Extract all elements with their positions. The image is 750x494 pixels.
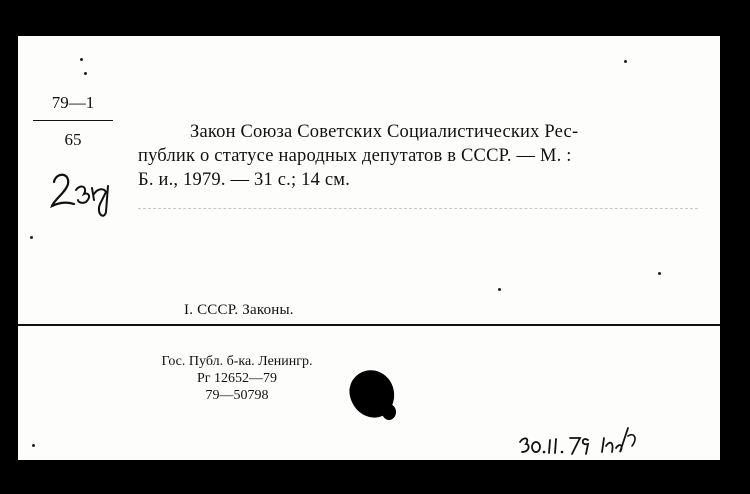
stamp-line-1: Гос. Публ. б-ка. Ленингр. (161, 354, 313, 369)
scan-speck (498, 288, 501, 291)
stamp-line-3: 79—50798 (205, 388, 269, 403)
subject-heading: I. СССР. Законы. (184, 302, 294, 318)
faint-dotted-rule (138, 208, 698, 209)
entry-line-3: Б. и., 1979. — 31 с.; 14 см. (138, 170, 351, 190)
card-divider-line (18, 324, 720, 326)
entry-line-1: Закон Союза Советских Социалистических Рес- (190, 122, 579, 142)
stamp-line-2: Рг 12652—79 (196, 371, 278, 386)
scan-speck (32, 444, 35, 447)
scan-speck (30, 236, 33, 239)
ink-blot-drip (382, 404, 396, 420)
call-number (32, 94, 114, 148)
handwritten-note (48, 164, 118, 222)
handwritten-date (516, 422, 646, 456)
bibliographic-entry (138, 120, 698, 192)
catalog-card (18, 36, 720, 460)
call-number-rule (33, 120, 113, 121)
scan-speck (80, 58, 83, 61)
library-stamp (122, 353, 352, 404)
call-number-top: 79—1 (51, 93, 95, 112)
call-number-bottom: 65 (64, 130, 82, 149)
scan-speck (84, 72, 87, 75)
entry-line-2: публик о статусе народных депутатов в СССР. — М. : (138, 146, 572, 166)
scan-speck (624, 60, 627, 63)
scan-speck (658, 272, 661, 275)
